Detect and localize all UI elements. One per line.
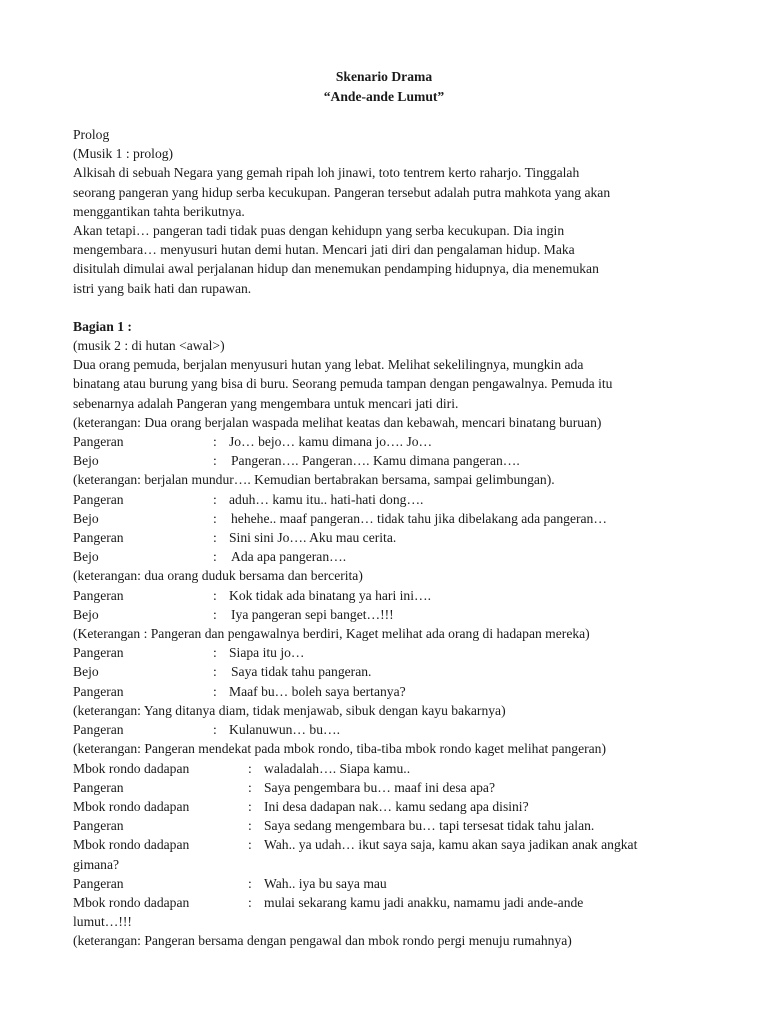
dialogue-line [73,778,703,797]
speaker-name: Bejo [73,453,99,469]
dialogue-text: Saya pengembara bu… maaf ini desa apa? [264,779,495,795]
speaker-colon: : [248,837,252,853]
speaker-name: Mbok rondo dadapan [73,798,190,814]
dialogue-text: Iya pangeran sepi banget…!!! [231,606,394,622]
speaker-colon: : [248,894,252,910]
speaker-name: Pangeran [73,722,124,738]
speaker-name: Mbok rondo dadapan [73,837,190,853]
prolog-line: disitulah dimulai awal perjalanan hidup dan menemukan pendamping hidupnya, dia menemukan [73,261,599,277]
speaker-name: Bejo [73,664,99,680]
dialogue-text: Wah.. ya udah… ikut saya saja, kamu akan saya jadikan anak angkat [264,837,638,853]
speaker-colon: : [213,722,217,738]
speaker-colon: : [248,779,252,795]
speaker-name: Pangeran [73,683,124,699]
speaker-colon: : [213,587,217,603]
dialogue-text: Kulanuwun… bu…. [229,722,341,738]
dialogue-block-2 [73,759,703,951]
bagian-intro-line: Dua orang pemuda, berjalan menyusuri hutan yang lebat. Melihat sekelilingnya, mungkin ada [73,357,584,373]
dialogue-line [73,643,703,662]
dialogue-text: Sini sini Jo…. Aku mau cerita. [229,530,397,546]
speaker-colon: : [213,683,217,699]
stage-direction: (keterangan: Dua orang berjalan waspada melihat keatas dan kebawah, mencari binatang buruan) [73,414,602,430]
dialogue-line [73,835,703,854]
dialogue-text: hehehe.. maaf pangeran… tidak tahu jika dibelakang ada pangeran… [231,510,607,526]
prolog-line: istri yang baik hati dan rupawan. [73,280,252,296]
dialogue-text: Wah.. iya bu saya mau [264,875,387,891]
stage-direction: (keterangan: berjalan mundur…. Kemudian bertabrakan bersama, sampai gelimbungan). [73,472,555,488]
dialogue-text: Ini desa dadapan nak… kamu sedang apa disini? [264,798,529,814]
speaker-name: Pangeran [73,779,124,795]
dialogue-text: mulai sekarang kamu jadi anakku, namamu jadi ande-ande [264,894,584,910]
speaker-name: Bejo [73,606,99,622]
speaker-name: Bejo [73,510,99,526]
dialogue-line [73,605,703,624]
stage-direction: (keterangan: Pangeran mendekat pada mbok rondo, tiba-tiba mbok rondo kaget melihat pangeran) [73,741,606,757]
dialogue-text: Maaf bu… boleh saya bertanya? [229,683,406,699]
prolog-line: menggantikan tahta berikutnya. [73,203,245,219]
dialogue-text: Saya tidak tahu pangeran. [231,664,372,680]
dialogue-line [73,432,703,451]
speaker-name: Pangeran [73,875,124,891]
speaker-name: Bejo [73,549,99,565]
speaker-name: Pangeran [73,818,124,834]
speaker-colon: : [248,818,252,834]
dialogue-line [73,451,703,470]
document-subtitle: “Ande-ande Lumut” [323,89,445,104]
document-title: Skenario Drama [335,69,433,84]
stage-direction: (keterangan: Pangeran bersama dengan pengawal dan mbok rondo pergi menuju rumahnya) [73,933,572,949]
bagian-heading: Bagian 1 : [73,318,132,334]
bagian-intro-line: sebenarnya adalah Pangeran yang mengembara untuk mencari jati diri. [73,395,459,411]
speaker-colon: : [248,760,252,776]
prolog-line: Akan tetapi… pangeran tadi tidak puas dengan kehidupn yang serba kecukupan. Dia ingin [73,223,565,239]
dialogue-block-1 [73,413,703,759]
prolog-heading: Prolog [73,127,110,142]
speaker-name: Pangeran [73,530,124,546]
speaker-colon: : [213,606,217,622]
stage-direction: (keterangan: dua orang duduk bersama dan bercerita) [73,568,363,584]
prolog-line: mengembara… menyusuri hutan demi hutan. Mencari jati diri dan pengalaman hidup. Maka [73,242,575,258]
speaker-colon: : [213,491,217,507]
speaker-colon: : [213,530,217,546]
speaker-colon: : [213,645,217,661]
dialogue-line [73,797,703,816]
dialogue-continuation: gimana? [73,856,120,872]
speaker-colon: : [248,875,252,891]
dialogue-line [73,682,703,701]
prolog-line: Alkisah di sebuah Negara yang gemah ripah loh jinawi, toto tentrem kerto raharjo. Tinggalah [73,165,580,181]
speaker-colon: : [213,434,217,450]
speaker-colon: : [213,664,217,680]
spacer [73,298,703,317]
prolog-music: (Musik 1 : prolog) [73,146,174,162]
stage-direction: (keterangan: Yang ditanya diam, tidak menjawab, sibuk dengan kayu bakarnya) [73,702,506,718]
bagian-music: (musik 2 : di hutan <awal>) [73,338,225,354]
dialogue-line [73,720,703,739]
dialogue-line [73,528,703,547]
dialogue-line [73,509,703,528]
dialogue-text: Ada apa pangeran…. [231,549,347,565]
speaker-name: Pangeran [73,434,124,450]
prolog-line: seorang pangeran yang hidup serba kecukupan. Pangeran tersebut adalah putra mahkota yang akan [73,184,611,200]
speaker-colon: : [248,798,252,814]
speaker-colon: : [213,510,217,526]
dialogue-line [73,816,703,835]
dialogue-line [73,893,703,912]
dialogue-text: Saya sedang mengembara bu… tapi tersesat tidak tahu jalan. [264,818,595,834]
dialogue-text: aduh… kamu itu.. hati-hati dong…. [229,491,424,507]
speaker-name: Mbok rondo dadapan [73,760,190,776]
bagian-intro-line: binatang atau burung yang bisa di buru. Seorang pemuda tampan dengan pengawalnya. Pemuda itu [73,376,613,392]
dialogue-text: Pangeran…. Pangeran…. Kamu dimana pangeran…. [231,453,520,469]
dialogue-text: Jo… bejo… kamu dimana jo…. Jo… [229,434,433,450]
speaker-name: Pangeran [73,491,124,507]
dialogue-line [73,874,703,893]
stage-direction: (Keterangan : Pangeran dan pengawalnya berdiri, Kaget melihat ada orang di hadapan mereka) [73,626,590,642]
dialogue-line [73,759,703,778]
speaker-name: Pangeran [73,587,124,603]
dialogue-text: waladalah…. Siapa kamu.. [264,760,411,776]
speaker-name: Pangeran [73,645,124,661]
dialogue-line [73,547,703,566]
dialogue-line [73,490,703,509]
dialogue-text: Siapa itu jo… [229,645,305,661]
document-body [73,125,703,951]
dialogue-continuation: lumut…!!! [73,914,132,930]
dialogue-line [73,662,703,681]
dialogue-text: Kok tidak ada binatang ya hari ini…. [229,587,431,603]
dialogue-line [73,586,703,605]
speaker-colon: : [213,453,217,469]
speaker-name: Mbok rondo dadapan [73,894,190,910]
speaker-colon: : [213,549,217,565]
